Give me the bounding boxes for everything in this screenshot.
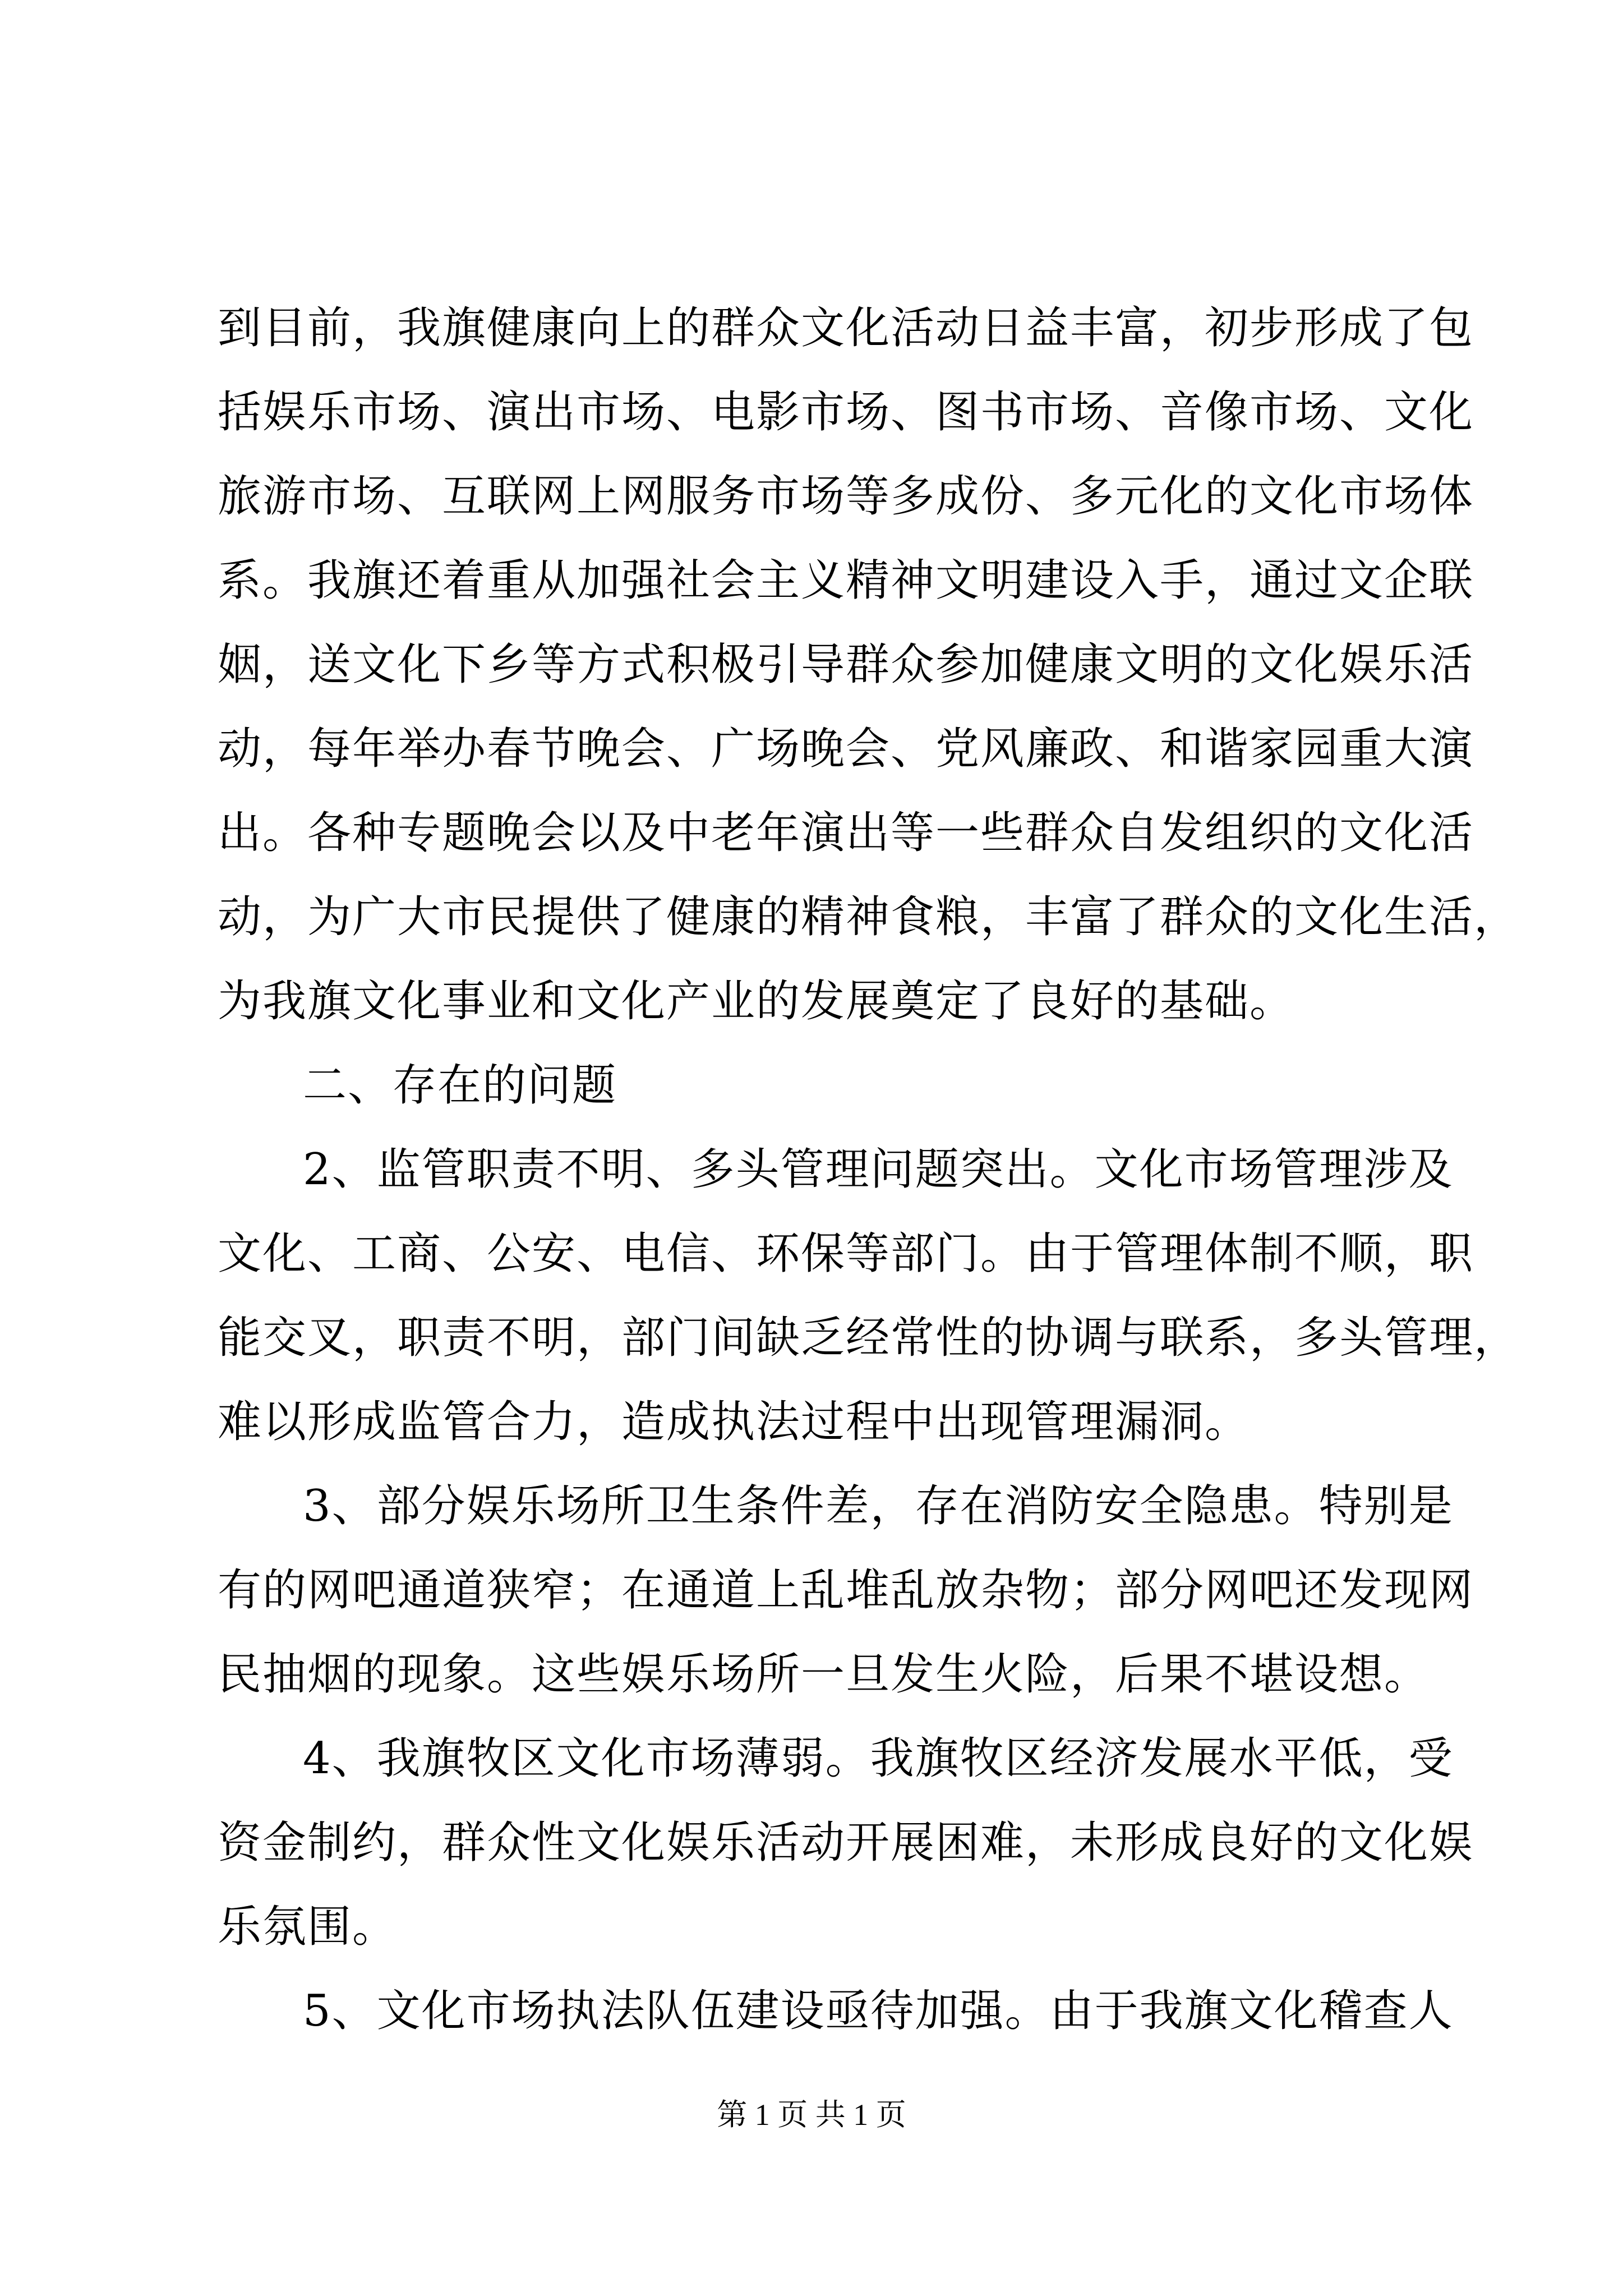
text-line: 为我旗文化事业和文化产业的发展奠定了良好的基础。 xyxy=(218,976,1295,1027)
text-line: 动，每年举办春节晚会、广场晚会、党风廉政、和谐家园重大演 xyxy=(218,724,1474,774)
text-line: 旅游市场、互联网上网服务市场等多成份、多元化的文化市场体 xyxy=(218,471,1474,522)
text-line: 文化、工商、公安、电信、环保等部门。由于管理体制不顺，职 xyxy=(218,1228,1474,1279)
text-line: 有的网吧通道狭窄；在通道上乱堆乱放杂物；部分网吧还发现网 xyxy=(218,1565,1474,1616)
text-line: 2、监管职责不明、多头管理问题突出。文化市场管理涉及 xyxy=(303,1144,1454,1195)
section-heading: 二、存在的问题 xyxy=(303,1060,617,1111)
text-line: 动，为广大市民提供了健康的精神食粮，丰富了群众的文化生活， xyxy=(218,892,1519,942)
text-line: 难以形成监管合力，造成执法过程中出现管理漏洞。 xyxy=(218,1397,1250,1447)
text-line: 乐氛围。 xyxy=(218,1902,398,1952)
text-line: 到目前，我旗健康向上的群众文化活动日益丰富，初步形成了包 xyxy=(218,303,1474,353)
text-line: 姻，送文化下乡等方式积极引导群众参加健康文明的文化娱乐活 xyxy=(218,639,1474,690)
text-line: 系。我旗还着重从加强社会主义精神文明建设入手，通过文企联 xyxy=(218,555,1474,606)
text-line: 括娱乐市场、演出市场、电影市场、图书市场、音像市场、文化 xyxy=(218,387,1474,438)
page-number-footer: 第 1 页 共 1 页 xyxy=(717,2098,906,2132)
text-line: 能交叉，职责不明，部门间缺乏经常性的协调与联系，多头管理， xyxy=(218,1313,1519,1363)
text-line: 4、我旗牧区文化市场薄弱。我旗牧区经济发展水平低，受 xyxy=(303,1733,1454,1784)
text-line: 民抽烟的现象。这些娱乐场所一旦发生火险，后果不堪设想。 xyxy=(218,1649,1430,1700)
text-line: 5、文化市场执法队伍建设亟待加强。由于我旗文化稽查人 xyxy=(303,1986,1454,2036)
text-line: 出。各种专题晚会以及中老年演出等一些群众自发组织的文化活 xyxy=(218,808,1474,858)
text-line: 3、部分娱乐场所卫生条件差，存在消防安全隐患。特别是 xyxy=(303,1481,1454,1531)
text-line: 资金制约，群众性文化娱乐活动开展困难，未形成良好的文化娱 xyxy=(218,1818,1474,1868)
